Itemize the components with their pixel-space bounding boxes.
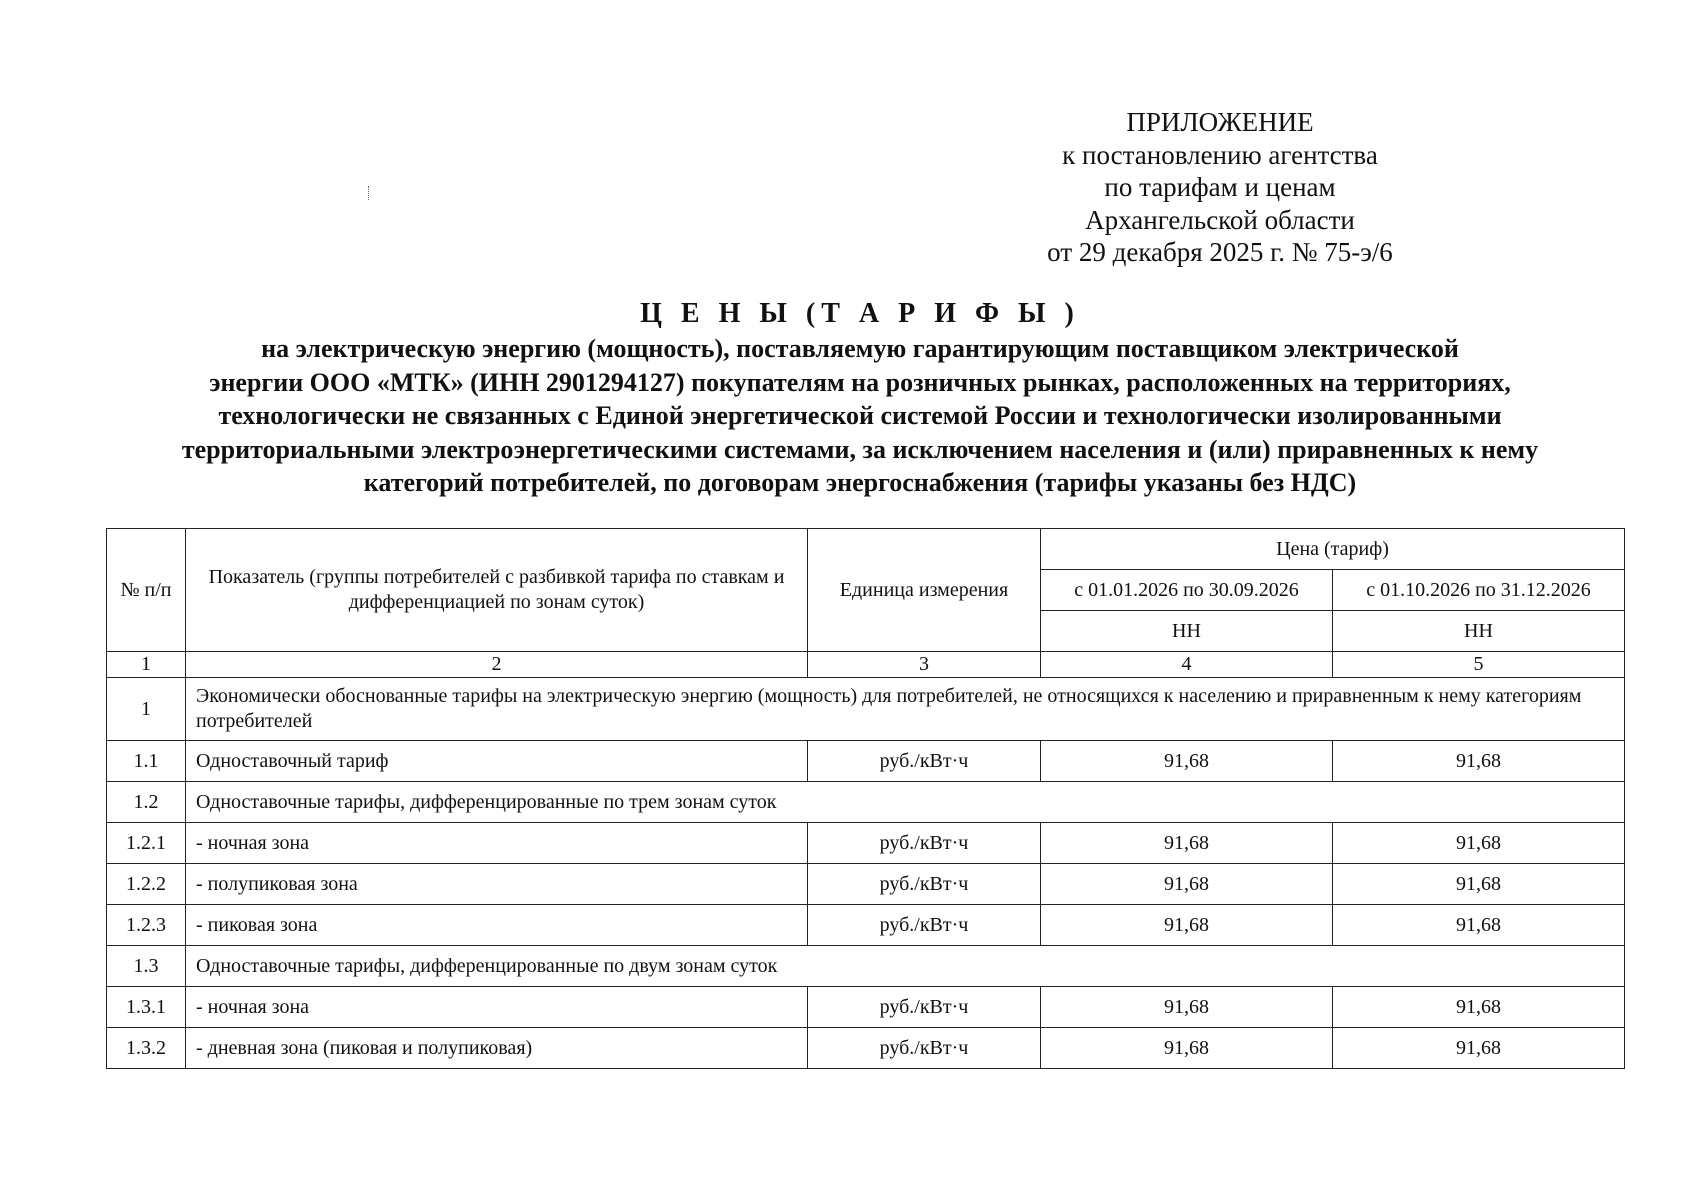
row-num: 1.1 (107, 741, 186, 782)
row-name: - ночная зона (186, 987, 808, 1028)
subtitle-line: территориальными электроэнергетическими системами, за исключением населения и (или) приравненных к нему (181, 434, 1539, 464)
appendix-date-line: от 29 декабря 2025 г. № 75-э/6 (1047, 237, 1393, 267)
row-name: Одноставочный тариф (186, 741, 808, 782)
table-row (107, 946, 1625, 987)
table-row (107, 987, 1625, 1028)
row-unit: руб./кВт·ч (808, 1028, 1041, 1069)
header-period-2: с 01.10.2026 по 31.12.2026 (1333, 570, 1625, 611)
row-value-period-2: 91,68 (1333, 823, 1625, 864)
row-num: 1.2 (107, 782, 186, 823)
section-text: Экономически обоснованные тарифы на электрическую энергию (мощность) для потребителей, не относящихся к населению и приравненным к нему категориям потребителей (186, 678, 1625, 741)
row-value-period-2: 91,68 (1333, 905, 1625, 946)
column-number: 2 (186, 652, 808, 678)
table-row (107, 905, 1625, 946)
scan-mark (368, 186, 370, 200)
row-unit: руб./кВт·ч (808, 741, 1041, 782)
row-value-period-1: 91,68 (1041, 905, 1333, 946)
row-num: 1.3.1 (107, 987, 186, 1028)
row-value-period-1: 91,68 (1041, 823, 1333, 864)
document-title (80, 296, 1640, 500)
row-value-period-2: 91,68 (1333, 741, 1625, 782)
header-unit: Единица измерения (808, 529, 1041, 652)
main-title: Ц Е Н Ы (Т А Р И Ф Ы ) (640, 298, 1080, 329)
row-unit: руб./кВт·ч (808, 823, 1041, 864)
row-num: 1.3 (107, 946, 186, 987)
subtitle-line: категорий потребителей, по договорам энергоснабжения (тарифы указаны без НДС) (363, 468, 1357, 497)
row-unit: руб./кВт·ч (808, 987, 1041, 1028)
column-number-row (107, 652, 1625, 678)
row-num: 1 (107, 678, 186, 741)
row-value-period-1: 91,68 (1041, 987, 1333, 1028)
row-name: - пиковая зона (186, 905, 808, 946)
row-num: 1.2.3 (107, 905, 186, 946)
column-number: 1 (107, 652, 186, 678)
row-value-period-1: 91,68 (1041, 1028, 1333, 1069)
table-row (107, 782, 1625, 823)
tariff-table (106, 528, 1625, 1069)
row-num: 1.3.2 (107, 1028, 186, 1069)
section-row (107, 678, 1625, 741)
subtitle (80, 332, 1640, 500)
header-period-1: с 01.01.2026 по 30.09.2026 (1041, 570, 1333, 611)
row-value-period-2: 91,68 (1333, 987, 1625, 1028)
header-voltage-2: НН (1333, 611, 1625, 652)
header-row (107, 529, 1625, 570)
row-name: - дневная зона (пиковая и полупиковая) (186, 1028, 808, 1069)
table-row (107, 823, 1625, 864)
appendix-title: ПРИЛОЖЕНИЕ (1126, 107, 1314, 137)
row-num: 1.2.1 (107, 823, 186, 864)
row-name: - ночная зона (186, 823, 808, 864)
row-value-period-2: 91,68 (1333, 864, 1625, 905)
subtitle-line: технологически не связанных с Единой энергетической системой России и технологически изолированными (218, 401, 1502, 430)
header-indicator: Показатель (группы потребителей с разбивкой тарифа по ставкам и дифференциацией по зонам суток) (186, 529, 808, 652)
row-name: Одноставочные тарифы, дифференцированные по трем зонам суток (186, 782, 1625, 823)
subtitle-line: на электрическую энергию (мощность), поставляемую гарантирующим поставщиком электрической (261, 334, 1459, 363)
column-number: 4 (1041, 652, 1333, 678)
column-number: 3 (808, 652, 1041, 678)
column-number: 5 (1333, 652, 1625, 678)
appendix-line: Архангельской области (1085, 204, 1355, 235)
row-unit: руб./кВт·ч (808, 905, 1041, 946)
row-value-period-2: 91,68 (1333, 1028, 1625, 1069)
header-price: Цена (тариф) (1041, 529, 1625, 570)
table-row (107, 741, 1625, 782)
row-name: - полупиковая зона (186, 864, 808, 905)
row-name: Одноставочные тарифы, дифференцированные по двум зонам суток (186, 946, 1625, 987)
appendix-header (1040, 106, 1400, 269)
table-row (107, 864, 1625, 905)
subtitle-line: энергии ООО «МТК» (ИНН 2901294127) покупателям на розничных рынках, расположенных на территориях, (209, 367, 1511, 397)
table-row (107, 1028, 1625, 1069)
header-num: № п/п (107, 529, 186, 652)
appendix-line: к постановлению агентства (1062, 139, 1378, 170)
row-value-period-1: 91,68 (1041, 741, 1333, 782)
row-num: 1.2.2 (107, 864, 186, 905)
row-value-period-1: 91,68 (1041, 864, 1333, 905)
row-unit: руб./кВт·ч (808, 864, 1041, 905)
header-voltage-1: НН (1041, 611, 1333, 652)
appendix-line: по тарифам и ценам (1104, 172, 1336, 202)
